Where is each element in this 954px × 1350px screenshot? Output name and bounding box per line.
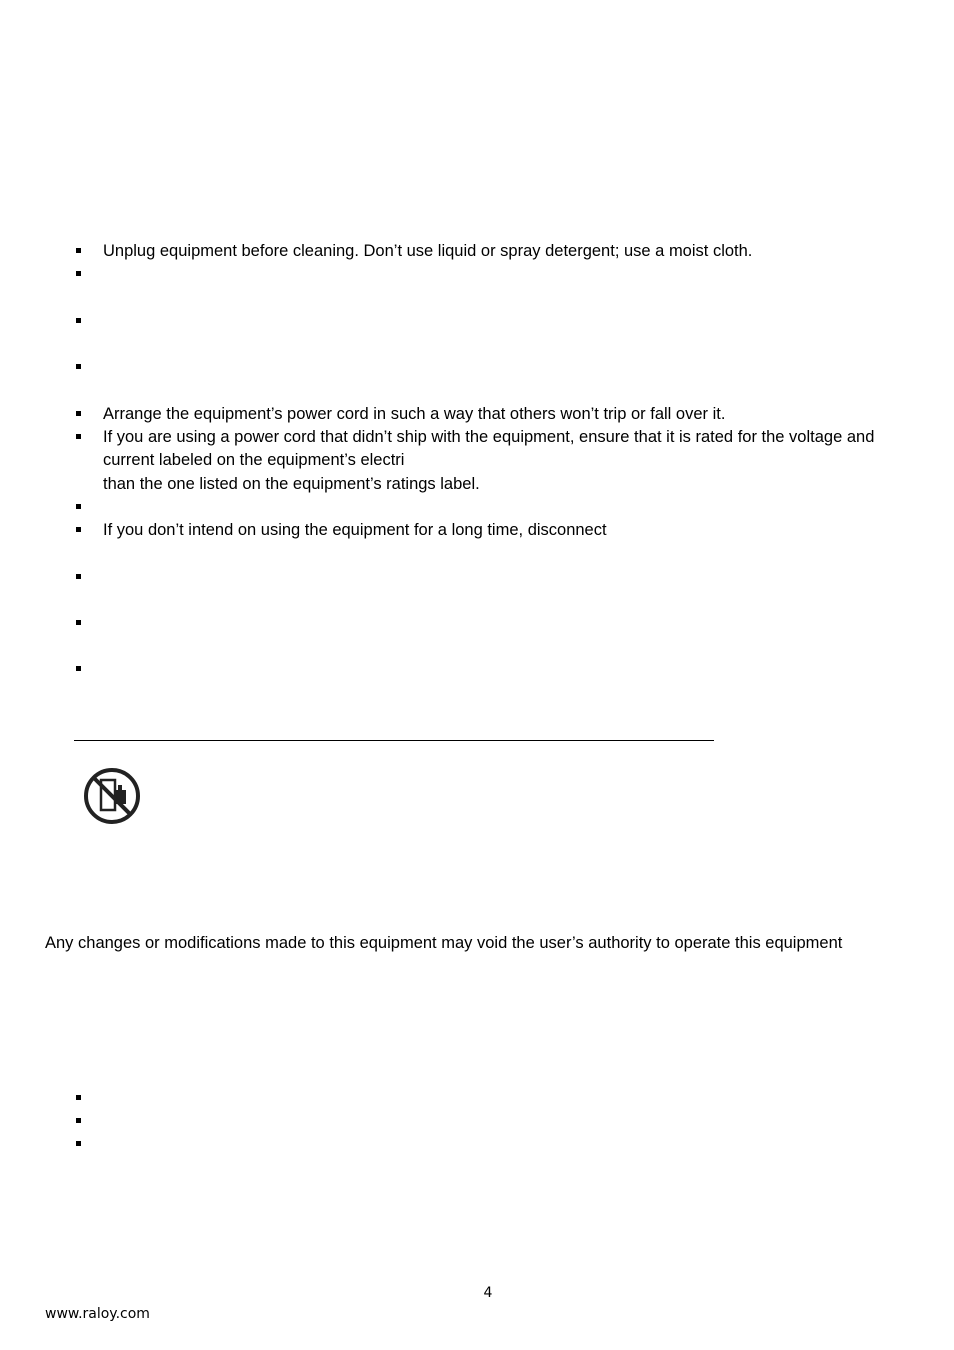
list-bullet — [76, 504, 81, 509]
list-bullet — [76, 364, 81, 369]
list-bullet — [76, 411, 81, 416]
page-number: 4 — [483, 1285, 493, 1301]
footer-website: www.raloy.com — [45, 1306, 150, 1322]
list-bullet — [76, 1118, 81, 1123]
list-bullet — [76, 1095, 81, 1100]
list-bullet — [76, 434, 81, 439]
list-bullet — [76, 318, 81, 323]
list-item: If you are using a power cord that didn’t ship with the equipment, ensure that it is rated for the voltage and — [103, 428, 875, 446]
list-bullet — [76, 666, 81, 671]
list-item: Unplug equipment before cleaning. Don’t use liquid or spray detergent; use a moist cloth. — [103, 242, 753, 260]
list-bullet — [76, 620, 81, 625]
list-item: If you don’t intend on using the equipment for a long time, disconnect — [103, 521, 607, 539]
list-item-continuation: current labeled on the equipment’s electri — [103, 451, 405, 469]
list-bullet — [76, 1141, 81, 1146]
list-bullet — [76, 271, 81, 276]
section-divider — [74, 740, 714, 741]
list-bullet — [76, 248, 81, 253]
list-item: Arrange the equipment’s power cord in such a way that others won’t trip or fall over it. — [103, 405, 726, 423]
modification-notice: Any changes or modifications made to this equipment may void the user’s authority to operate this equipment — [45, 934, 843, 952]
no-stacking-icon — [82, 766, 142, 826]
list-bullet — [76, 574, 81, 579]
list-bullet — [76, 527, 81, 532]
list-item-continuation: than the one listed on the equipment’s ratings label. — [103, 475, 480, 493]
